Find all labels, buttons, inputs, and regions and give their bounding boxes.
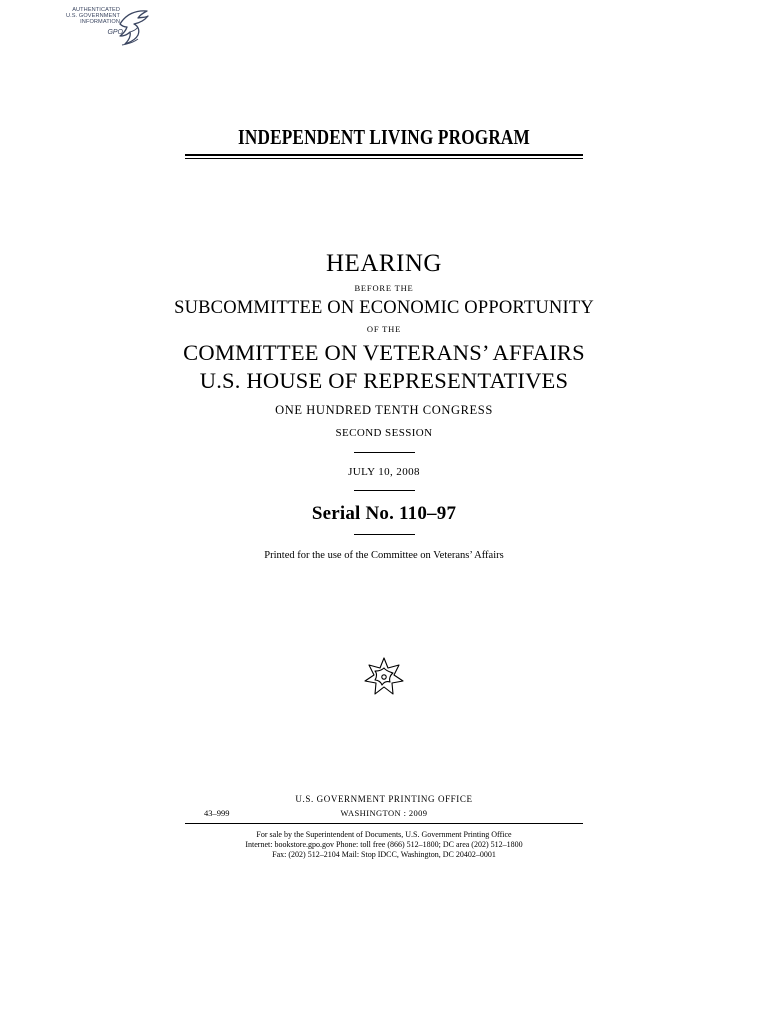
sale-info-line-2: Internet: bookstore.gpo.gov Phone: toll free (866) 512–1800; DC area (202) 512–1800 xyxy=(245,840,523,849)
document-title: INDEPENDENT LIVING PROGRAM xyxy=(238,125,530,149)
star-ornament-icon xyxy=(363,656,405,698)
session-label: SECOND SESSION xyxy=(335,427,433,439)
hearing-heading: HEARING xyxy=(326,250,442,277)
printing-office: U.S. GOVERNMENT PRINTING OFFICE xyxy=(295,794,473,804)
committee-name: COMMITTEE ON VETERANS’ AFFAIRS xyxy=(183,340,585,365)
gpo-authentication-logo xyxy=(58,4,150,48)
serial-number: Serial No. 110–97 xyxy=(311,503,457,524)
jacket-number: 43–999 xyxy=(204,808,230,818)
title-rule-thick xyxy=(185,154,583,156)
date-rule-top xyxy=(354,452,415,453)
printed-for-note: Printed for the use of the Committee on Veterans’ Affairs xyxy=(264,550,504,561)
title-rule-thin xyxy=(185,158,583,159)
eagle-icon xyxy=(116,4,150,48)
gpo-seal-line-1: AUTHENTICATED xyxy=(72,7,120,13)
subcommittee-name: SUBCOMMITTEE ON ECONOMIC OPPORTUNITY xyxy=(174,298,594,318)
footer-rule xyxy=(185,823,583,824)
location-year: WASHINGTON : 2009 xyxy=(340,808,428,818)
before-the-label: BEFORE THE xyxy=(354,283,414,293)
gpo-seal-mark: GPO xyxy=(107,29,123,36)
sale-info-line-3: Fax: (202) 512–2104 Mail: Stop IDCC, Washington, DC 20402–0001 xyxy=(272,850,496,859)
gpo-seal-line-2: U.S. GOVERNMENT xyxy=(65,13,120,19)
house-name: U.S. HOUSE OF REPRESENTATIVES xyxy=(199,368,569,393)
gpo-seal-line-3: INFORMATION xyxy=(80,19,120,25)
sale-info-line-1: For sale by the Superintendent of Documents, U.S. Government Printing Office xyxy=(256,830,512,839)
date-rule-bottom xyxy=(354,490,415,491)
hearing-date: JULY 10, 2008 xyxy=(348,466,420,478)
of-the-label: OF THE xyxy=(366,324,402,334)
congress-label: ONE HUNDRED TENTH CONGRESS xyxy=(275,403,493,417)
serial-rule xyxy=(354,534,415,535)
